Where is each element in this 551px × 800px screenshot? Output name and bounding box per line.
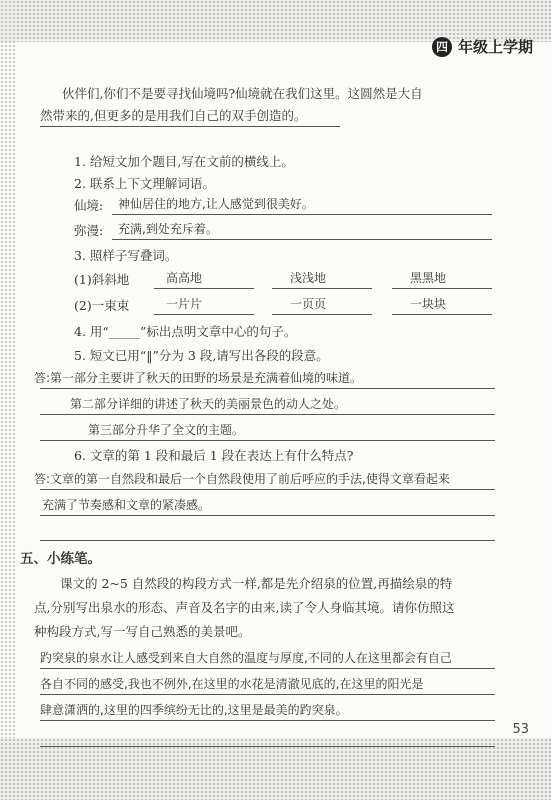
question-3: 3. 照样子写叠词。 — [74, 248, 178, 263]
section-5-answer-3[interactable]: 肆意潇洒的,这里的四季缤纷无比的,这里是最美的趵突泉。 — [40, 703, 348, 717]
section-5-line-4 — [40, 746, 495, 747]
section-5-prompt-3: 种构段方式,写一写自己熟悉的美景吧。 — [34, 624, 251, 639]
q5-answer-3[interactable]: 第三部分升华了全文的主题。 — [88, 423, 245, 437]
q2-answer-1-line — [112, 214, 492, 215]
q6-answer-1[interactable]: 答:文章的第一自然段和最后一个自然段使用了前后呼应的手法,使得文章看起来 — [34, 472, 450, 486]
section-5-prompt-1: 课文的 2~5 自然段的构段方式一样,都是先介绍泉的位置,再描绘泉的特 — [60, 576, 453, 591]
q3-row-2-answer-3[interactable]: 一块块 — [410, 297, 447, 311]
question-5: 5. 短文已用“‖”分为 3 段,请写出各段的段意。 — [74, 348, 329, 363]
page-number: 53 — [512, 722, 529, 737]
intro-line-2: 然带来的,但更多的是用我们自己的双手创造的。 — [40, 108, 307, 123]
q2-answer-1[interactable]: 神仙居住的地方,让人感觉到很美好。 — [118, 197, 314, 211]
q3-row-1-answer-3[interactable]: 黑黑地 — [410, 271, 447, 285]
section-5-title: 五、小练笔。 — [20, 551, 101, 567]
q5-answer-1[interactable]: 答:第一部分主要讲了秋天的田野的场景是充满着仙境的味道。 — [34, 371, 363, 385]
q3-row-2-label: (2)一束束 — [74, 298, 130, 313]
q5-answer-2[interactable]: 第二部分详细的讲述了秋天的美丽景色的动人之处。 — [70, 397, 347, 411]
grade-title: 年级上学期 — [457, 38, 533, 56]
section-5-line-2 — [40, 694, 495, 695]
question-1: 1. 给短文加个题目,写在文前的横线上。 — [74, 154, 294, 169]
intro-line-1: 伙伴们,你们不是要寻找仙境吗?仙境就在我们这里。这圆然是大自 — [62, 86, 423, 101]
q2-answer-2[interactable]: 充满,到处充斥着。 — [118, 222, 218, 236]
q3-row-1-line-2 — [272, 288, 372, 289]
q3-row-2-line-1 — [154, 314, 254, 315]
question-4: 4. 用“_____”标出点明文章中心的句子。 — [74, 324, 297, 339]
grade-header — [432, 36, 533, 57]
q3-row-1-answer-2[interactable]: 浅浅地 — [290, 271, 327, 285]
section-5-line-1 — [40, 668, 495, 669]
q6-answer-1-line — [40, 489, 495, 490]
section-5-answer-2[interactable]: 各自不同的感受,我也不例外,在这里的水花是清澈见底的,在这里的阳光是 — [40, 677, 424, 691]
q3-row-2-line-3 — [392, 314, 492, 315]
grade-badge: 四 — [432, 37, 452, 57]
q3-row-2-line-2 — [272, 314, 372, 315]
q2-word-2: 弥漫: — [74, 223, 104, 238]
section-5-answer-1[interactable]: 趵突泉的泉水让人感受到来自大自然的温度与厚度,不同的人在这里都会有自己 — [40, 651, 452, 665]
q5-answer-3-line — [40, 440, 495, 441]
q3-row-1-answer-1[interactable]: 高高地 — [166, 271, 203, 285]
q3-row-2-answer-2[interactable]: 一页页 — [290, 297, 327, 311]
q6-answer-2-line — [40, 515, 495, 516]
q2-word-1: 仙境: — [74, 198, 104, 213]
q5-answer-2-line — [40, 414, 495, 415]
q3-row-2-answer-1[interactable]: 一片片 — [166, 297, 203, 311]
q3-row-1-line-1 — [154, 288, 254, 289]
section-5-prompt-2: 点,分别写出泉水的形态、声音及名字的由来,读了令人身临其境。请你仿照这 — [34, 600, 455, 615]
intro-underline — [40, 126, 340, 127]
q3-row-1-line-3 — [392, 288, 492, 289]
question-6: 6. 文章的第 1 段和最后 1 段在表达上有什么特点? — [74, 448, 354, 463]
q2-answer-2-line — [112, 239, 492, 240]
q3-row-1-label: (1)斜斜地 — [74, 272, 130, 287]
q6-blank-line — [40, 540, 495, 541]
q6-answer-2[interactable]: 充满了节奏感和文章的紧凑感。 — [42, 498, 211, 512]
q5-answer-1-line — [40, 388, 495, 389]
question-2: 2. 联系上下文理解词语。 — [74, 176, 215, 191]
section-5-line-3 — [40, 720, 495, 721]
bottom-dotted-border — [0, 738, 551, 800]
left-dotted-margin — [0, 0, 16, 800]
